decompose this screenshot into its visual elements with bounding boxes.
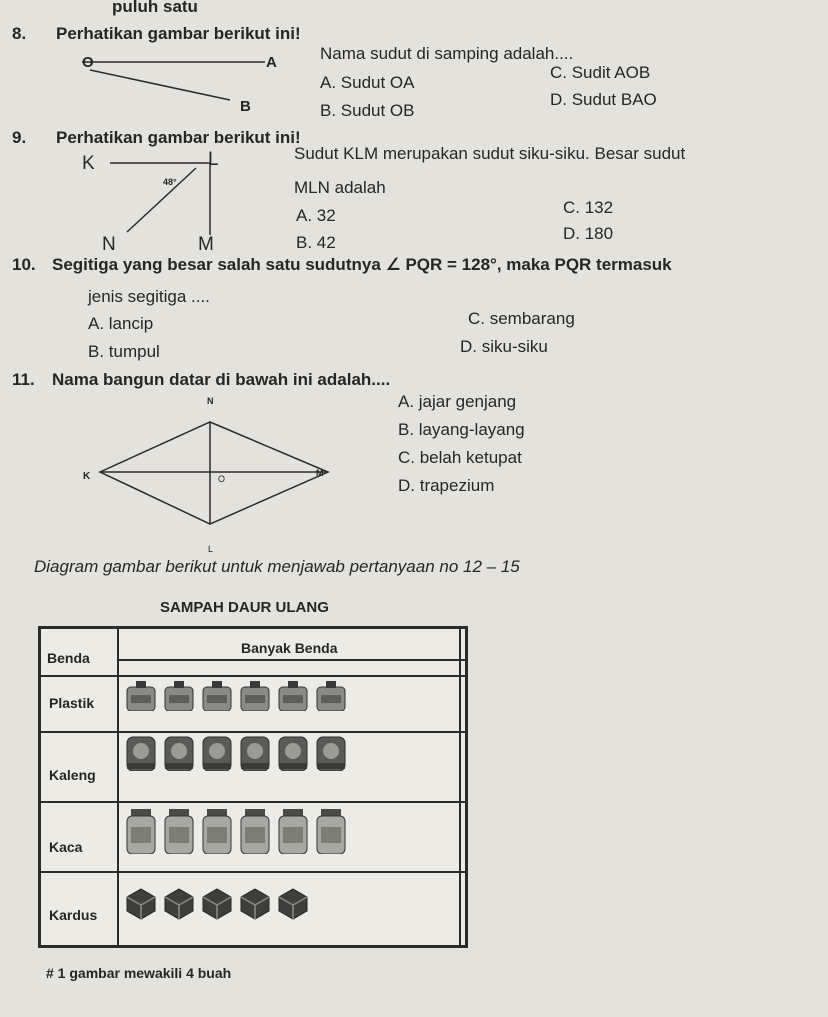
q8-option-a[interactable]: A. Sudut OA [320, 73, 415, 92]
q10-number: 10. [12, 255, 36, 274]
q11-option-b[interactable]: B. layang-layang [398, 420, 525, 439]
jar-icon [315, 809, 347, 854]
bottle-icon [125, 681, 157, 711]
label-n: N [207, 396, 214, 406]
label-a: A [266, 54, 277, 71]
label-b: B [240, 98, 251, 115]
q10-question-line2: jenis segitiga .... [88, 287, 210, 306]
can-icon [239, 735, 271, 771]
bottle-icon [201, 681, 233, 711]
q10-question-line1: Segitiga yang besar salah satu sudutnya ∠ PQR = 128°, maka PQR termasuk [52, 255, 672, 274]
top-fragment: puluh satu [112, 0, 198, 16]
row-label-plastik: Plastik [49, 695, 95, 711]
header-count: Banyak Benda [241, 640, 338, 656]
q9-question-line2: MLN adalah [294, 178, 386, 197]
can-icon [277, 735, 309, 771]
row-divider-4 [41, 871, 465, 873]
q9-option-a[interactable]: A. 32 [296, 206, 336, 225]
label-m: M [198, 234, 214, 255]
q8-option-d[interactable]: D. Sudut BAO [550, 90, 657, 109]
label-n: N [102, 234, 116, 255]
row-divider-3 [41, 801, 465, 803]
box-icon [125, 887, 157, 921]
right-inner-border [459, 629, 461, 945]
q8-prompt: Perhatikan gambar berikut ini! [56, 24, 301, 43]
q8-question: Nama sudut di samping adalah.... [320, 44, 574, 63]
jar-icon [239, 809, 271, 854]
ray-ob [90, 70, 230, 100]
q9-question-line1: Sudut KLM merupakan sudut siku-siku. Besar sudut [294, 144, 686, 163]
row-icons-kaca [125, 809, 347, 854]
q10-option-b[interactable]: B. tumpul [88, 342, 160, 361]
q10-option-a[interactable]: A. lancip [88, 314, 154, 333]
can-icon [315, 735, 347, 771]
q11-option-d[interactable]: D. trapezium [398, 476, 495, 495]
label-l: L [208, 149, 219, 170]
label-angle: 48° [163, 177, 177, 187]
q11-rhombus-figure [80, 392, 340, 562]
box-icon [277, 887, 309, 921]
row-divider-2 [41, 731, 465, 733]
label-o: O [218, 474, 226, 484]
header-divider [119, 659, 465, 661]
q10-option-d[interactable]: D. siku-siku [460, 337, 548, 356]
q9-number: 9. [12, 128, 27, 147]
label-o: O [82, 54, 94, 71]
q8-number: 8. [12, 24, 27, 43]
label-k: K [82, 153, 95, 174]
bottle-icon [239, 681, 271, 711]
row-label-kardus: Kardus [49, 907, 98, 923]
row-icons-kardus [125, 887, 309, 921]
chart-title: SAMPAH DAUR ULANG [160, 599, 329, 616]
jar-icon [277, 809, 309, 854]
row-icons-plastik [125, 681, 347, 711]
jar-icon [125, 809, 157, 854]
q8-option-c[interactable]: C. Sudit AOB [550, 63, 651, 82]
q8-angle-figure [60, 50, 300, 120]
header-item: Benda [47, 650, 90, 666]
box-icon [201, 887, 233, 921]
jar-icon [163, 809, 195, 854]
jar-icon [201, 809, 233, 854]
box-icon [163, 887, 195, 921]
rhombus-shape [100, 422, 328, 524]
q11-number: 11. [12, 370, 35, 389]
row-divider-1 [41, 675, 465, 677]
box-icon [239, 887, 271, 921]
row-label-kaleng: Kaleng [49, 767, 96, 783]
q11-question: Nama bangun datar di bawah ini adalah.... [52, 370, 391, 389]
can-icon [201, 735, 233, 771]
label-l: L [208, 544, 214, 554]
q9-option-c[interactable]: C. 132 [563, 198, 614, 217]
q11-option-c[interactable]: C. belah ketupat [398, 448, 522, 467]
q9-option-b[interactable]: B. 42 [296, 233, 336, 252]
pictograph-table [38, 626, 468, 948]
can-icon [125, 735, 157, 771]
ray-ln [127, 168, 196, 232]
label-k: K [83, 471, 91, 482]
q9-angle-figure [80, 150, 240, 260]
row-icons-kaleng [125, 735, 347, 771]
q9-prompt: Perhatikan gambar berikut ini! [56, 128, 301, 147]
q9-option-d[interactable]: D. 180 [563, 224, 614, 243]
q8-option-b[interactable]: B. Sudut OB [320, 101, 415, 120]
chart-key: # 1 gambar mewakili 4 buah [46, 965, 232, 981]
bottle-icon [277, 681, 309, 711]
bottle-icon [163, 681, 195, 711]
can-icon [163, 735, 195, 771]
label-m: M [316, 468, 324, 478]
q10-option-c[interactable]: C. sembarang [468, 309, 575, 328]
q11-option-a[interactable]: A. jajar genjang [398, 392, 517, 411]
column-divider [117, 629, 119, 945]
diagram-intro: Diagram gambar berikut untuk menjawab pertanyaan no 12 – 15 [34, 557, 520, 576]
bottle-icon [315, 681, 347, 711]
row-label-kaca: Kaca [49, 839, 83, 855]
